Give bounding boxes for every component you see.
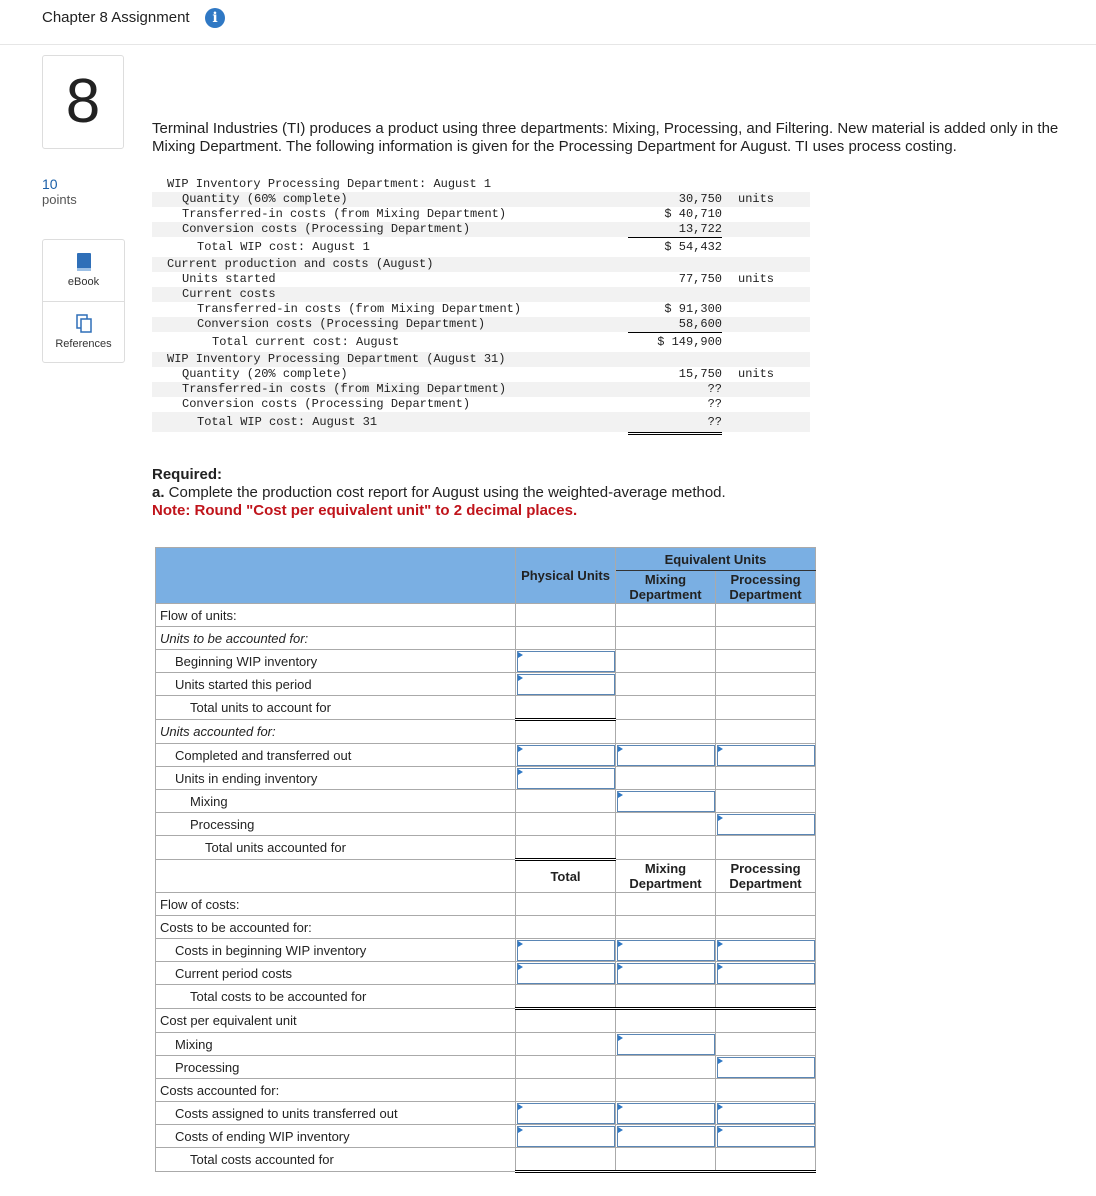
given-value: 30,750	[678, 192, 722, 206]
report-row	[156, 627, 816, 650]
row-label: Processing	[156, 1056, 516, 1079]
given-value: ??	[628, 397, 722, 413]
given-row	[152, 317, 810, 332]
given-value: $ 40,710	[664, 207, 722, 221]
mixing-input[interactable]	[616, 939, 716, 962]
report-row	[156, 962, 816, 985]
given-row	[152, 397, 810, 412]
mixing-input[interactable]	[616, 1125, 716, 1148]
header-blank	[156, 548, 516, 604]
references-label: References	[55, 338, 112, 350]
mixing-cell	[616, 650, 716, 673]
report-row	[156, 836, 816, 860]
report-row	[156, 1125, 816, 1148]
physical-input[interactable]	[516, 673, 616, 696]
mixing-total-input[interactable]	[616, 985, 716, 1009]
processing-cell	[716, 650, 816, 673]
given-row	[152, 177, 810, 192]
report-row	[156, 1148, 816, 1172]
mixing-cell	[616, 767, 716, 790]
given-row	[152, 272, 810, 287]
given-label: Quantity (60% complete)	[182, 192, 348, 206]
problem-intro: Terminal Industries (TI) produces a product using three departments: Mixing, Processing, and Filtering. New material is added only in the Mixing Department. The following information is given for the Processing Department for August. TI uses process costing.	[152, 120, 1059, 155]
header-row	[156, 548, 816, 571]
physical-cell	[516, 916, 616, 939]
report-row	[156, 1009, 816, 1033]
given-value: ??	[707, 382, 722, 396]
physical-input[interactable]	[516, 962, 616, 985]
report-row	[156, 696, 816, 720]
given-label: Current production and costs (August)	[167, 257, 434, 271]
mixing-cost-header: Mixing Department	[616, 860, 716, 893]
production-cost-report	[155, 547, 816, 1173]
physical-cell	[516, 790, 616, 813]
copy-icon	[76, 314, 92, 334]
mixing-input[interactable]	[616, 790, 716, 813]
book-icon	[76, 252, 92, 272]
given-row	[152, 257, 810, 272]
report-row	[156, 720, 816, 744]
given-label: Quantity (20% complete)	[182, 367, 348, 381]
physical-total-input[interactable]	[516, 836, 616, 860]
row-label: Beginning WIP inventory	[156, 650, 516, 673]
processing-total-input[interactable]	[716, 1148, 816, 1172]
row-label: Flow of costs:	[156, 893, 516, 916]
physical-cell	[516, 604, 616, 627]
report-row	[156, 744, 816, 767]
given-row	[152, 332, 810, 352]
given-value: $ 149,900	[628, 332, 722, 355]
physical-input[interactable]	[516, 767, 616, 790]
report-row	[156, 1102, 816, 1125]
given-value: ??	[628, 412, 722, 435]
cost-header-row	[156, 860, 816, 893]
given-label: Conversion costs (Processing Department)	[182, 222, 471, 236]
given-label: Transferred-in costs (from Mixing Department)	[182, 207, 507, 221]
processing-cell	[716, 767, 816, 790]
physical-cell	[516, 720, 616, 744]
mixing-input[interactable]	[616, 744, 716, 767]
given-unit: units	[738, 192, 775, 206]
required-heading: Required:	[152, 466, 223, 483]
physical-cell	[516, 1009, 616, 1033]
physical-cell	[516, 1033, 616, 1056]
given-label: Transferred-in costs (from Mixing Department)	[182, 382, 507, 396]
required-section	[152, 466, 726, 520]
row-label: Total costs to be accounted for	[156, 985, 516, 1009]
processing-cell	[716, 893, 816, 916]
row-label: Mixing	[156, 1033, 516, 1056]
report-row	[156, 767, 816, 790]
row-label: Units accounted for:	[156, 720, 516, 744]
given-data-table	[152, 177, 810, 432]
points-value: 10	[42, 176, 58, 192]
mixing-total-input[interactable]	[616, 1148, 716, 1172]
mixing-cell	[616, 836, 716, 860]
report-row	[156, 985, 816, 1009]
row-label: Costs to be accounted for:	[156, 916, 516, 939]
physical-input[interactable]	[516, 650, 616, 673]
mixing-cell	[616, 1009, 716, 1033]
given-row	[152, 382, 810, 397]
part-a	[152, 484, 726, 502]
references-button[interactable]	[43, 301, 124, 362]
total-header: Total	[516, 860, 616, 893]
ebook-button[interactable]	[43, 240, 124, 301]
given-row	[152, 207, 810, 222]
row-label: Costs assigned to units transferred out	[156, 1102, 516, 1125]
physical-total-input[interactable]	[516, 1148, 616, 1172]
row-label: Current period costs	[156, 962, 516, 985]
given-label: Total current cost: August	[212, 335, 400, 349]
processing-input[interactable]	[716, 744, 816, 767]
mixing-cell	[616, 813, 716, 836]
mixing-header: Mixing Department	[616, 571, 716, 604]
processing-input[interactable]	[716, 1056, 816, 1079]
given-value: $ 54,432	[628, 237, 722, 260]
processing-cell	[716, 836, 816, 860]
points-label: points	[42, 192, 77, 207]
physical-total-input[interactable]	[516, 985, 616, 1009]
processing-cell	[716, 1033, 816, 1056]
physical-cell	[516, 813, 616, 836]
physical-units-header: Physical Units	[516, 548, 616, 604]
points	[42, 176, 77, 207]
row-label: Mixing	[156, 790, 516, 813]
processing-input[interactable]	[716, 1125, 816, 1148]
given-label: Total WIP cost: August 1	[197, 240, 370, 254]
row-label: Total costs accounted for	[156, 1148, 516, 1172]
rounding-note: Note: Round "Cost per equivalent unit" to 2 decimal places.	[152, 502, 578, 519]
row-label: Costs accounted for:	[156, 1079, 516, 1102]
processing-cell	[716, 696, 816, 720]
mixing-cell	[616, 673, 716, 696]
given-label: Transferred-in costs (from Mixing Department)	[197, 302, 522, 316]
report-row	[156, 1056, 816, 1079]
row-label: Completed and transferred out	[156, 744, 516, 767]
processing-total-input[interactable]	[716, 985, 816, 1009]
given-label: WIP Inventory Processing Department: August 1	[167, 177, 492, 191]
mixing-input[interactable]	[616, 1102, 716, 1125]
mixing-input[interactable]	[616, 1033, 716, 1056]
info-icon[interactable]: i	[205, 8, 225, 28]
given-label: Current costs	[182, 287, 276, 301]
tools-panel	[42, 239, 125, 363]
physical-cell	[516, 627, 616, 650]
given-unit: units	[738, 272, 775, 286]
row-label: Total units accounted for	[156, 836, 516, 860]
processing-cell	[716, 604, 816, 627]
given-row	[152, 222, 810, 237]
processing-input[interactable]	[716, 813, 816, 836]
report-row	[156, 939, 816, 962]
mixing-cell	[616, 1056, 716, 1079]
given-label: Conversion costs (Processing Department)	[182, 397, 471, 411]
row-label: Units started this period	[156, 673, 516, 696]
given-row	[152, 237, 810, 257]
physical-input[interactable]	[516, 939, 616, 962]
given-value: 77,750	[678, 272, 722, 286]
given-row	[152, 302, 810, 317]
mixing-cell	[616, 604, 716, 627]
given-value: $ 91,300	[664, 302, 722, 316]
processing-input[interactable]	[716, 962, 816, 985]
processing-cell	[716, 673, 816, 696]
processing-cell	[716, 790, 816, 813]
row-label: Units in ending inventory	[156, 767, 516, 790]
assignment-title: Chapter 8 Assignment	[42, 9, 190, 26]
cost-header-blank	[156, 860, 516, 893]
report-row	[156, 893, 816, 916]
report-row	[156, 790, 816, 813]
processing-cell	[716, 916, 816, 939]
processing-cell	[716, 1009, 816, 1033]
mixing-cell	[616, 893, 716, 916]
row-label: Costs in beginning WIP inventory	[156, 939, 516, 962]
mixing-cell	[616, 720, 716, 744]
report-row	[156, 813, 816, 836]
given-label: Units started	[182, 272, 276, 286]
physical-input[interactable]	[516, 744, 616, 767]
report-row	[156, 1033, 816, 1056]
processing-input[interactable]	[716, 1102, 816, 1125]
physical-total-input[interactable]	[516, 696, 616, 720]
physical-cell	[516, 1079, 616, 1102]
processing-cell	[716, 720, 816, 744]
row-label: Flow of units:	[156, 604, 516, 627]
row-label: Units to be accounted for:	[156, 627, 516, 650]
given-value: 15,750	[678, 367, 722, 381]
part-a-text: Complete the production cost report for August using the weighted-average method.	[164, 484, 726, 501]
given-value: 58,600	[628, 317, 722, 333]
given-label: Total WIP cost: August 31	[197, 415, 378, 429]
mixing-cell	[616, 1079, 716, 1102]
mixing-cell	[616, 627, 716, 650]
report-row	[156, 673, 816, 696]
processing-cell	[716, 1079, 816, 1102]
given-row	[152, 352, 810, 367]
given-label: Conversion costs (Processing Department)	[197, 317, 486, 331]
mixing-cell	[616, 696, 716, 720]
row-label: Costs of ending WIP inventory	[156, 1125, 516, 1148]
question-number: 8	[42, 55, 124, 149]
given-row	[152, 287, 810, 302]
physical-cell	[516, 1056, 616, 1079]
processing-input[interactable]	[716, 939, 816, 962]
physical-input[interactable]	[516, 1125, 616, 1148]
given-label: WIP Inventory Processing Department (August 31)	[167, 352, 506, 366]
report-row	[156, 650, 816, 673]
report-row	[156, 604, 816, 627]
mixing-input[interactable]	[616, 962, 716, 985]
given-row	[152, 367, 810, 382]
given-row	[152, 192, 810, 207]
part-a-prefix: a.	[152, 484, 165, 501]
row-label: Cost per equivalent unit	[156, 1009, 516, 1033]
given-value: 13,722	[628, 222, 722, 238]
physical-input[interactable]	[516, 1102, 616, 1125]
processing-cell	[716, 627, 816, 650]
mixing-cell	[616, 916, 716, 939]
given-unit: units	[738, 367, 775, 381]
report-row	[156, 1079, 816, 1102]
top-bar	[0, 0, 1096, 45]
ebook-label: eBook	[67, 276, 100, 288]
equivalent-units-header: Equivalent Units	[616, 548, 816, 571]
processing-cost-header: Processing Department	[716, 860, 816, 893]
physical-cell	[516, 893, 616, 916]
row-label: Total units to account for	[156, 696, 516, 720]
processing-header: Processing Department	[716, 571, 816, 604]
given-row	[152, 412, 810, 432]
report-row	[156, 916, 816, 939]
row-label: Processing	[156, 813, 516, 836]
